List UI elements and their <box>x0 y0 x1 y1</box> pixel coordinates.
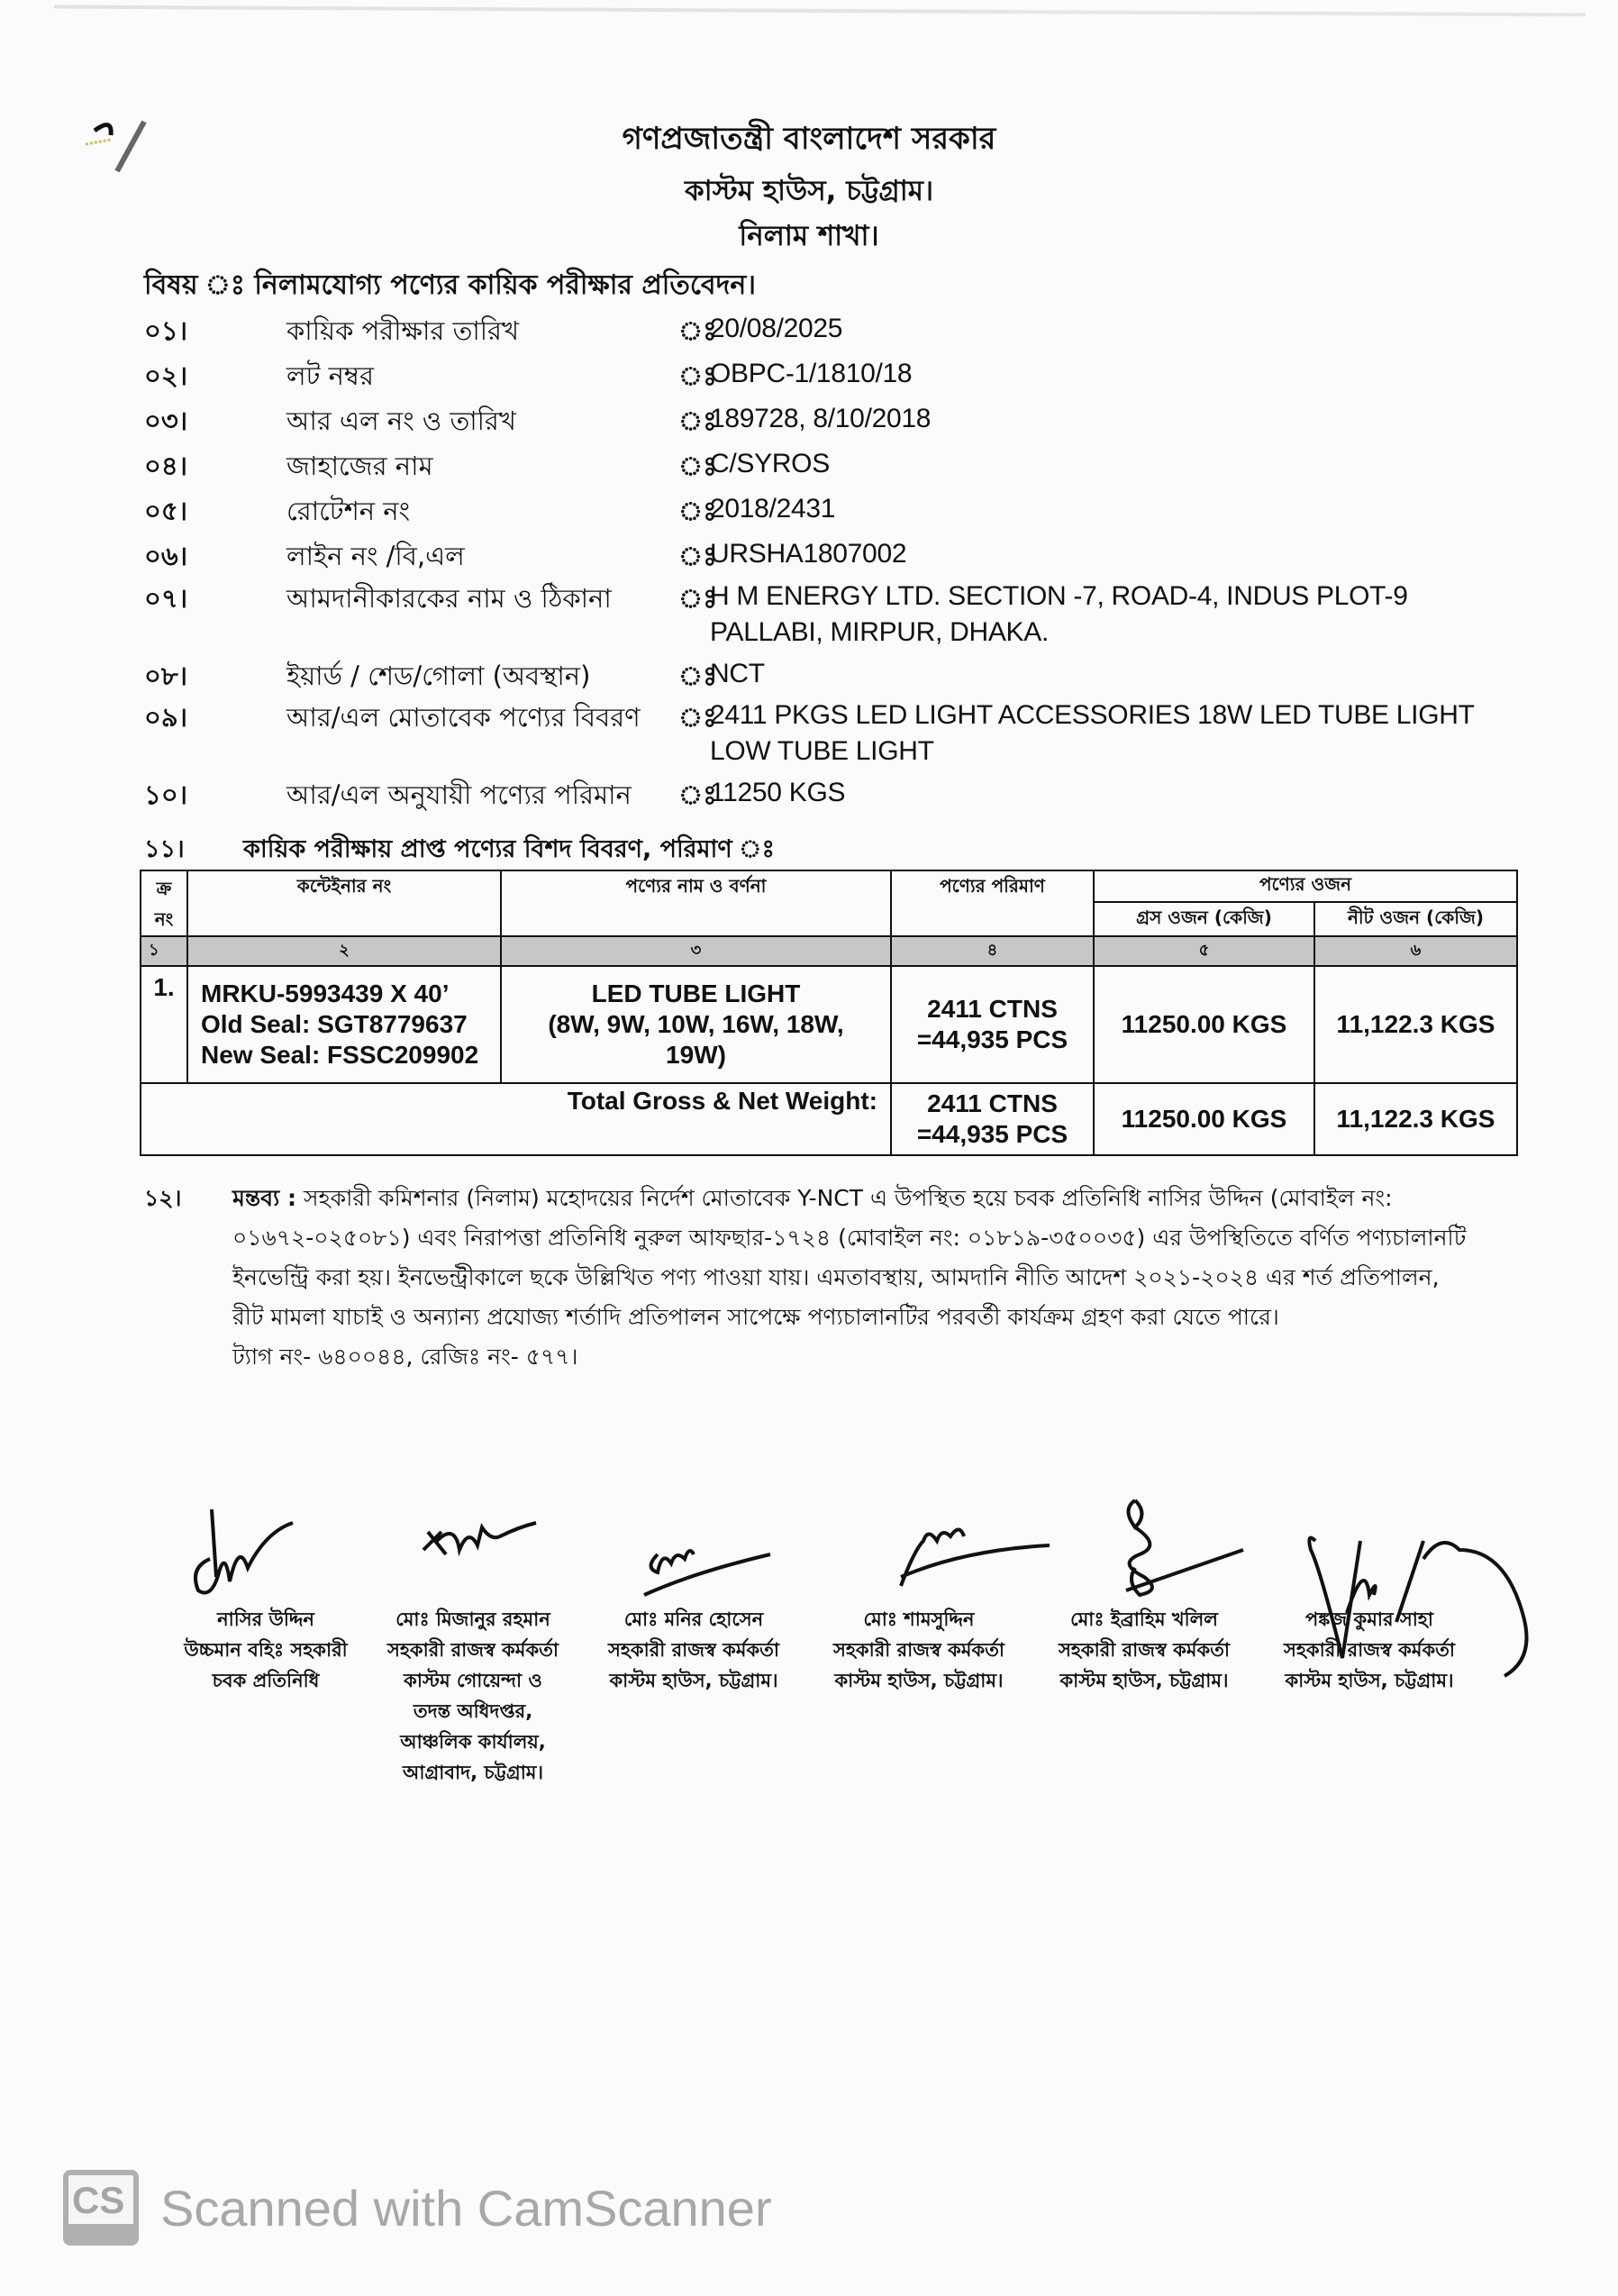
total-quantity <box>891 1083 1094 1155</box>
header-net-weight: নীট ওজন (কেজি) <box>1314 902 1517 936</box>
index-cell: ১ <box>141 936 187 966</box>
field-colon: ঃ <box>678 315 717 346</box>
signature-shamsuddin <box>883 1514 1054 1595</box>
signatory-title: সহকারী রাজস্ব কর্মকর্তা <box>387 1639 559 1661</box>
field-label: লট নম্বর <box>286 360 374 391</box>
remarks-line: ইনভেন্ট্রি করা হয়। ইনভেন্ট্রীকালে ছকে উল্লিখিত পণ্য পাওয়া যায়। এমতাবস্থায়, আমদানি নীতি আদেশ ২০২১-২০২৪ এর শর্ত প্রতিপালন, <box>232 1264 1440 1290</box>
field-colon: ঃ <box>678 451 717 481</box>
field-value-line2: LOW TUBE LIGHT <box>710 736 934 766</box>
field-number: ০৪। <box>144 451 188 481</box>
signature-mizanur-rahman <box>414 1514 541 1577</box>
header-serial <box>141 870 187 936</box>
header-quantity: পণ্যের পরিমাণ <box>891 870 1094 936</box>
remarks-title: মন্তব্য : <box>232 1185 296 1211</box>
signatory-title: সহকারী রাজস্ব কর্মকর্তা <box>1059 1639 1230 1661</box>
remarks-line: ০১৬৭২-০২৫০৮১) এবং নিরাপত্তা প্রতিনিধি নুরুল আফছার-১৭২৪ (মোবাইল নং: ০১৮১৯-৩৫০০৩৫) এর উপস্থিতিতে বর্ণিত পণ্যচালানটি <box>232 1225 1467 1251</box>
signatory-title: চবক প্রতিনিধি <box>212 1670 320 1691</box>
camscanner-watermark <box>63 2167 772 2248</box>
remarks-line: ট্যাগ নং- ৬৪০০৪৪, রেজিঃ নং- ৫৭৭। <box>232 1344 578 1370</box>
total-pieces: =44,935 PCS <box>916 1120 1068 1148</box>
signatory-name: মোঃ মনির হোসেন <box>623 1608 764 1630</box>
total-cartons: 2411 CTNS <box>927 1089 1058 1117</box>
field-colon: ঃ <box>678 661 717 691</box>
new-seal: New Seal: FSSC209902 <box>201 1041 479 1069</box>
field-value-line2: PALLABI, MIRPUR, DHAKA. <box>710 617 1049 647</box>
field-number: ০৬। <box>144 541 188 571</box>
signatory-title: কাস্টম হাউস, চট্টগ্রাম। <box>834 1670 1004 1691</box>
field-label: জাহাজের নাম <box>286 451 433 481</box>
signatory-title: কাস্টম হাউস, চট্টগ্রাম। <box>609 1670 778 1691</box>
header-serial-line2: নং <box>154 907 174 930</box>
total-gross-weight: 11250.00 KGS <box>1094 1083 1314 1155</box>
remarks-body <box>232 1179 1521 1377</box>
remarks-number: ১২। <box>144 1185 182 1211</box>
camscanner-logo-text: CS <box>72 2179 125 2221</box>
signatory-title: সহকারী রাজস্ব কর্মকর্তা <box>608 1639 779 1661</box>
header-weight: পণ্যের ওজন <box>1094 870 1517 902</box>
camscanner-text: Scanned with CamScanner <box>160 2179 772 2237</box>
row-goods <box>501 966 891 1083</box>
signatory-block <box>806 1604 1032 1696</box>
page-top-edge <box>54 5 1586 17</box>
field-colon: ঃ <box>678 583 717 614</box>
field-colon: ঃ <box>678 360 717 391</box>
signatory-block <box>1032 1604 1257 1696</box>
row-gross-weight: 11250.00 KGS <box>1094 966 1314 1083</box>
field-colon: ঃ <box>678 405 717 436</box>
field-value: 2018/2431 <box>710 494 836 524</box>
header-office: কাস্টম হাউস, চট্টগ্রাম। <box>684 175 934 207</box>
header-goods: পণ্যের নাম ও বর্ণনা <box>501 870 891 936</box>
signatory-name: মোঃ মিজানুর রহমান <box>395 1608 550 1630</box>
table-total-row <box>141 1083 1517 1155</box>
field-label: আমদানীকারকের নাম ও ঠিকানা <box>286 583 612 614</box>
section-11-heading <box>144 831 775 871</box>
signatory-title: আঞ্চলিক কার্যালয়, <box>400 1731 546 1753</box>
index-cell: ৬ <box>1314 936 1517 966</box>
field-value: 20/08/2025 <box>710 314 843 343</box>
signatory-name: পঙ্কজ কুমার সাহা <box>1305 1608 1433 1630</box>
field-number: ০২। <box>144 360 188 391</box>
field-value: 189728, 8/10/2018 <box>710 404 932 433</box>
field-number: ০৫। <box>144 496 188 526</box>
header-branch: নিলাম শাখা। <box>739 220 879 252</box>
signatory-name: মোঃ ইব্রাহিম খলিল <box>1070 1608 1218 1630</box>
field-value: NCT <box>710 659 765 688</box>
header-container: কন্টেইনার নং <box>187 870 501 936</box>
signatory-title: আগ্রাবাদ, চট্টগ্রাম। <box>403 1762 543 1783</box>
index-cell: ২ <box>187 936 501 966</box>
section-11-label: কায়িক পরীক্ষায় প্রাপ্ত পণ্যের বিশদ বিবরণ, পরিমাণ ঃ <box>243 835 775 863</box>
row-serial: 1. <box>141 966 187 1083</box>
goods-spec: (8W, 9W, 10W, 16W, 18W, <box>548 1010 844 1038</box>
signatory-title: উচ্চমান বহিঃ সহকারী <box>184 1639 348 1661</box>
field-number: ০৭। <box>144 583 188 614</box>
signatory-block <box>360 1604 586 1788</box>
signatory-title: সহকারী রাজস্ব কর্মকর্তা <box>833 1639 1004 1661</box>
field-value: C/SYROS <box>710 449 830 478</box>
field-colon: ঃ <box>678 496 717 526</box>
total-label: Total Gross & Net Weight: <box>141 1083 891 1155</box>
signatory-name: নাসির উদ্দিন <box>217 1608 314 1630</box>
field-colon: ঃ <box>678 779 717 810</box>
signatory-title: সহকারী রাজস্ব কর্মকর্তা <box>1284 1639 1455 1661</box>
inspection-table <box>140 870 1518 1156</box>
signature-ibrahim-khalil <box>1099 1491 1252 1608</box>
signatory-title: কাস্টম গোয়েন্দা ও <box>404 1670 542 1691</box>
signatory-block <box>581 1604 806 1696</box>
old-seal: Old Seal: SGT8779637 <box>201 1010 468 1038</box>
camscanner-logo-icon <box>63 2170 139 2246</box>
table-header-row <box>141 870 1517 902</box>
field-number: ০১। <box>144 315 188 346</box>
container-number: MRKU-5993439 X 40’ <box>201 979 450 1007</box>
field-number: ০৩। <box>144 405 188 436</box>
row-container <box>187 966 501 1083</box>
field-number: ০৮। <box>144 661 188 691</box>
signature-nasir-uddin <box>185 1505 302 1604</box>
field-value-line1: H M ENERGY LTD. SECTION -7, ROAD-4, INDUS PLOT-9 <box>710 581 1408 611</box>
goods-name: LED TUBE LIGHT <box>591 979 801 1007</box>
subject-line: বিষয় ঃ নিলামযোগ্য পণ্যের কায়িক পরীক্ষার প্রতিবেদন। <box>144 269 756 301</box>
remarks-line: রীট মামলা যাচাই ও অন্যান্য প্রযোজ্য শর্তাদি প্রতিপালন সাপেক্ষে পণ্যচালানটির পরবর্তী কার্যক্রম গ্রহণ করা যেতে পারে। <box>232 1304 1279 1330</box>
index-cell: ৫ <box>1094 936 1314 966</box>
field-value: URSHA1807002 <box>710 539 907 569</box>
field-label: ইয়ার্ড / শেড/গোলা (অবস্থান) <box>286 661 591 691</box>
field-label: রোটেশন নং <box>286 496 411 526</box>
index-cell: ৪ <box>891 936 1094 966</box>
table-index-row <box>141 936 1517 966</box>
goods-spec-cont: 19W) <box>666 1041 726 1069</box>
signatory-title: কাস্টম হাউস, চট্টগ্রাম। <box>1285 1670 1454 1691</box>
total-net-weight: 11,122.3 KGS <box>1314 1083 1517 1155</box>
signatory-block <box>1257 1604 1482 1696</box>
field-colon: ঃ <box>678 541 717 571</box>
signatory-name: মোঃ শামসুদ্দিন <box>863 1608 975 1630</box>
field-label: আর/এল মোতাবেক পণ্যের বিবরণ <box>286 702 641 733</box>
signatory-title: তদন্ত অধিদপ্তর, <box>413 1700 533 1722</box>
header-serial-line1: ক্র <box>156 877 172 899</box>
signatory-title: কাস্টম হাউস, চট্টগ্রাম। <box>1059 1670 1229 1691</box>
quantity-pieces: =44,935 PCS <box>916 1025 1068 1053</box>
row-net-weight: 11,122.3 KGS <box>1314 966 1517 1083</box>
field-label: লাইন নং /বি,এল <box>286 541 465 571</box>
row-quantity <box>891 966 1094 1083</box>
header-gross-weight: গ্রস ওজন (কেজি) <box>1094 902 1314 936</box>
table-row <box>141 966 1517 1083</box>
quantity-cartons: 2411 CTNS <box>927 995 1058 1023</box>
header-government: গণপ্রজাতন্ত্রী বাংলাদেশ সরকার <box>622 121 996 157</box>
remarks-line: সহকারী কমিশনার (নিলাম) মহোদয়ের নির্দেশ মোতাবেক Y-NCT এ উপস্থিত হয়ে চবক প্রতিনিধি নাসির উদ্দিন (মোবাইল নং: <box>303 1185 1393 1211</box>
field-label: আর/এল অনুযায়ী পণ্যের পরিমান <box>286 779 632 810</box>
index-cell: ৩ <box>501 936 891 966</box>
field-label: আর এল নং ও তারিখ <box>286 405 516 436</box>
field-number: ০৯। <box>144 702 188 733</box>
field-colon: ঃ <box>678 702 717 733</box>
field-value: OBPC-1/1810/18 <box>710 359 913 388</box>
field-value-line1: 2411 PKGS LED LIGHT ACCESSORIES 18W LED TUBE LIGHT <box>710 700 1475 730</box>
signatory-block <box>153 1604 378 1696</box>
signature-monir-hossain <box>640 1532 775 1604</box>
field-value: 11250 KGS <box>710 778 846 807</box>
field-label: কায়িক পরীক্ষার তারিখ <box>286 315 520 346</box>
section-11-number: ১১। <box>144 835 185 863</box>
field-number: ১০। <box>144 779 188 810</box>
